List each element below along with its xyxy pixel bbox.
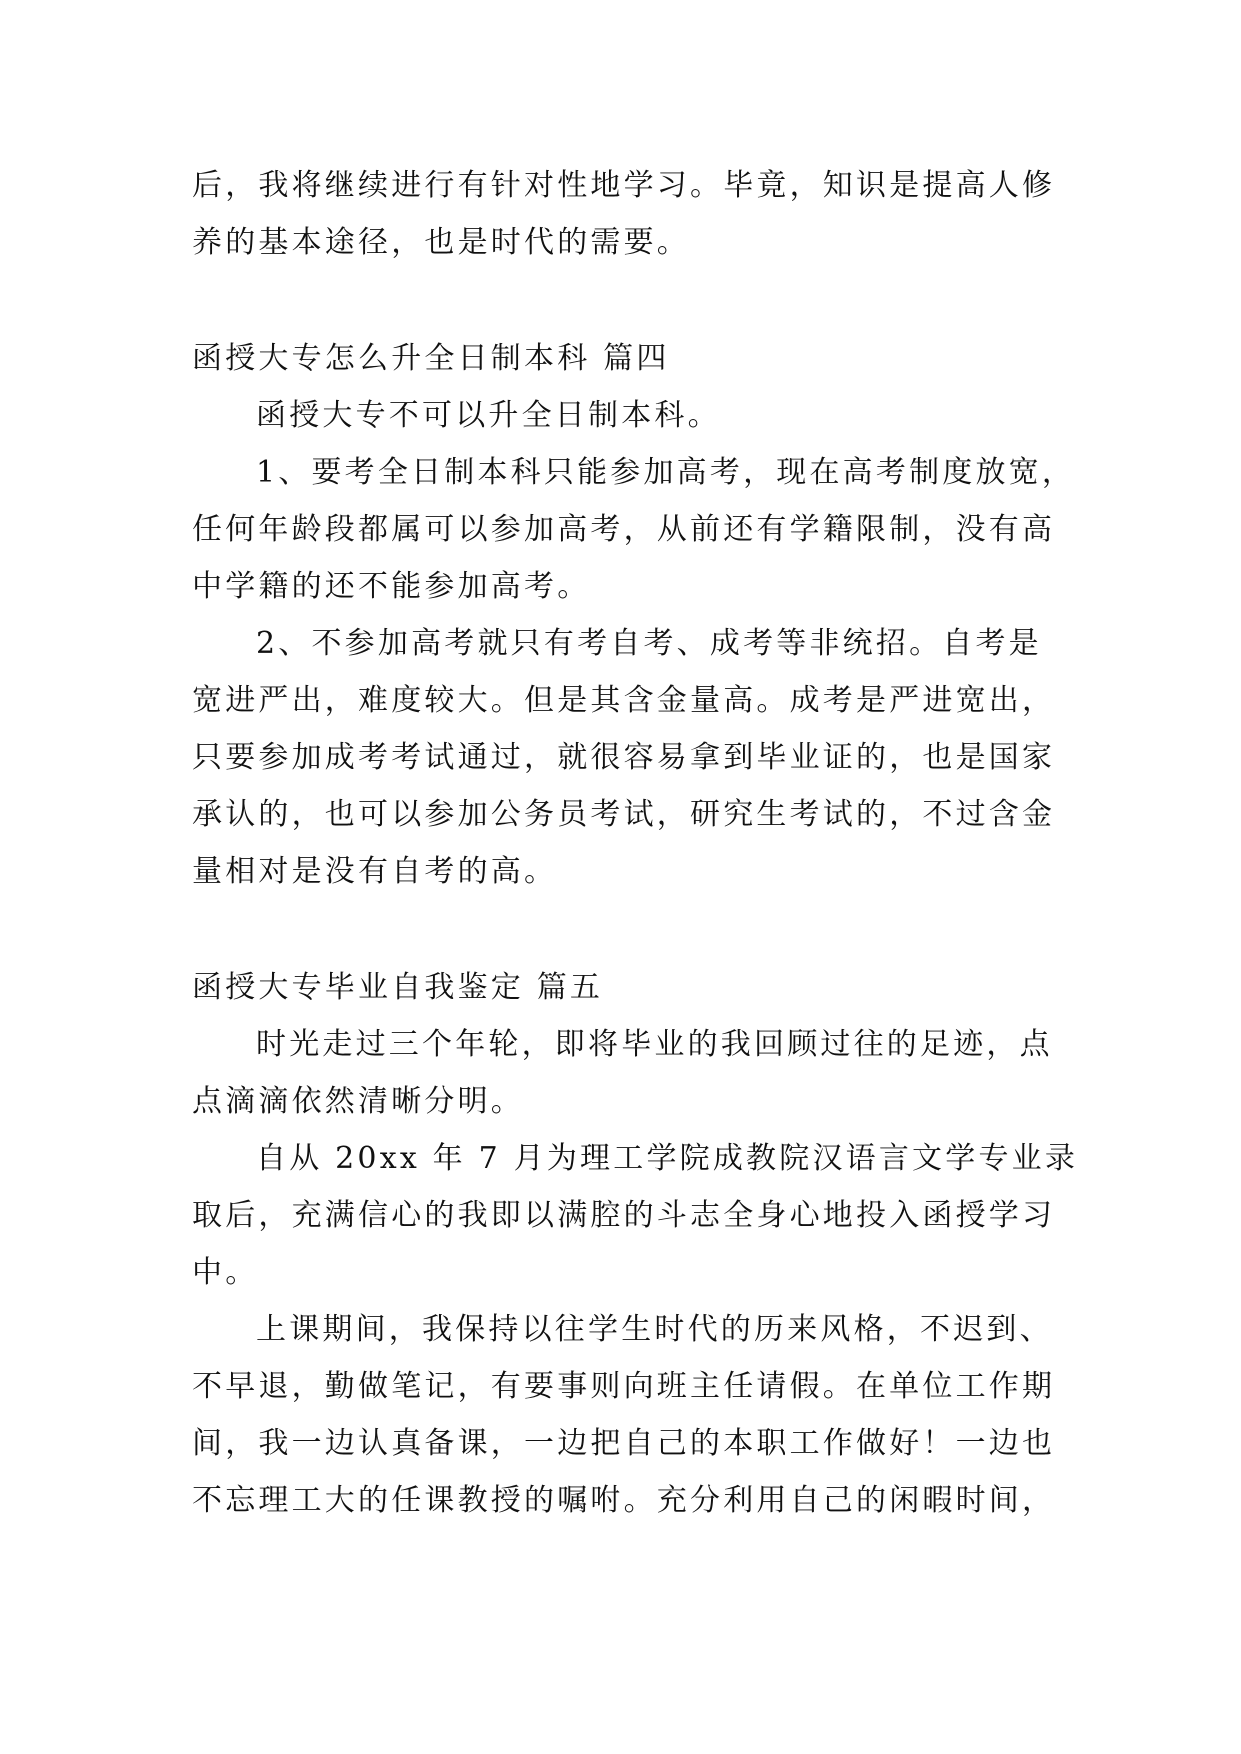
text-line: 后，我将继续进行有针对性地学习。毕竟，知识是提高人修 — [192, 168, 1056, 203]
paragraph-line: 只要参加成考考试通过，就很容易拿到毕业证的，也是国家 — [192, 740, 1056, 775]
section-heading: 函授大专怎么升全日制本科 篇四 — [192, 341, 670, 376]
paragraph-line: 时光走过三个年轮，即将毕业的我回顾过往的足迹，点 — [256, 1027, 1053, 1062]
paragraph-line: 中学籍的还不能参加高考。 — [192, 569, 591, 604]
paragraph-line: 函授大专不可以升全日制本科。 — [256, 398, 721, 433]
paragraph-line: 承认的，也可以参加公务员考试，研究生考试的，不过含金 — [192, 797, 1056, 832]
paragraph-line: 不早退，勤做笔记，有要事则向班主任请假。在单位工作期 — [192, 1369, 1056, 1404]
paragraph-line: 任何年龄段都属可以参加高考，从前还有学籍限制，没有高 — [192, 512, 1056, 547]
paragraph-line: 上课期间，我保持以往学生时代的历来风格，不迟到、 — [256, 1312, 1053, 1347]
paragraph-line: 自从 20xx 年 7 月为理工学院成教院汉语言文学专业录 — [256, 1141, 1079, 1176]
paragraph-line: 2、不参加高考就只有考自考、成考等非统招。自考是 — [256, 626, 1042, 661]
paragraph-line: 取后，充满信心的我即以满腔的斗志全身心地投入函授学习 — [192, 1198, 1056, 1233]
paragraph-line: 间，我一边认真备课，一边把自己的本职工作做好！一边也 — [192, 1426, 1056, 1461]
section-heading: 函授大专毕业自我鉴定 篇五 — [192, 970, 604, 1005]
paragraph-line: 宽进严出，难度较大。但是其含金量高。成考是严进宽出， — [192, 683, 1056, 718]
text-line: 养的基本途径，也是时代的需要。 — [192, 225, 690, 260]
paragraph-line: 点滴滴依然清晰分明。 — [192, 1084, 524, 1119]
paragraph-line: 量相对是没有自考的高。 — [192, 854, 558, 889]
paragraph-line: 中。 — [192, 1255, 259, 1290]
paragraph-line: 不忘理工大的任课教授的嘱咐。充分利用自己的闲暇时间， — [192, 1483, 1056, 1518]
paragraph-line: 1、要考全日制本科只能参加高考，现在高考制度放宽， — [256, 455, 1076, 490]
